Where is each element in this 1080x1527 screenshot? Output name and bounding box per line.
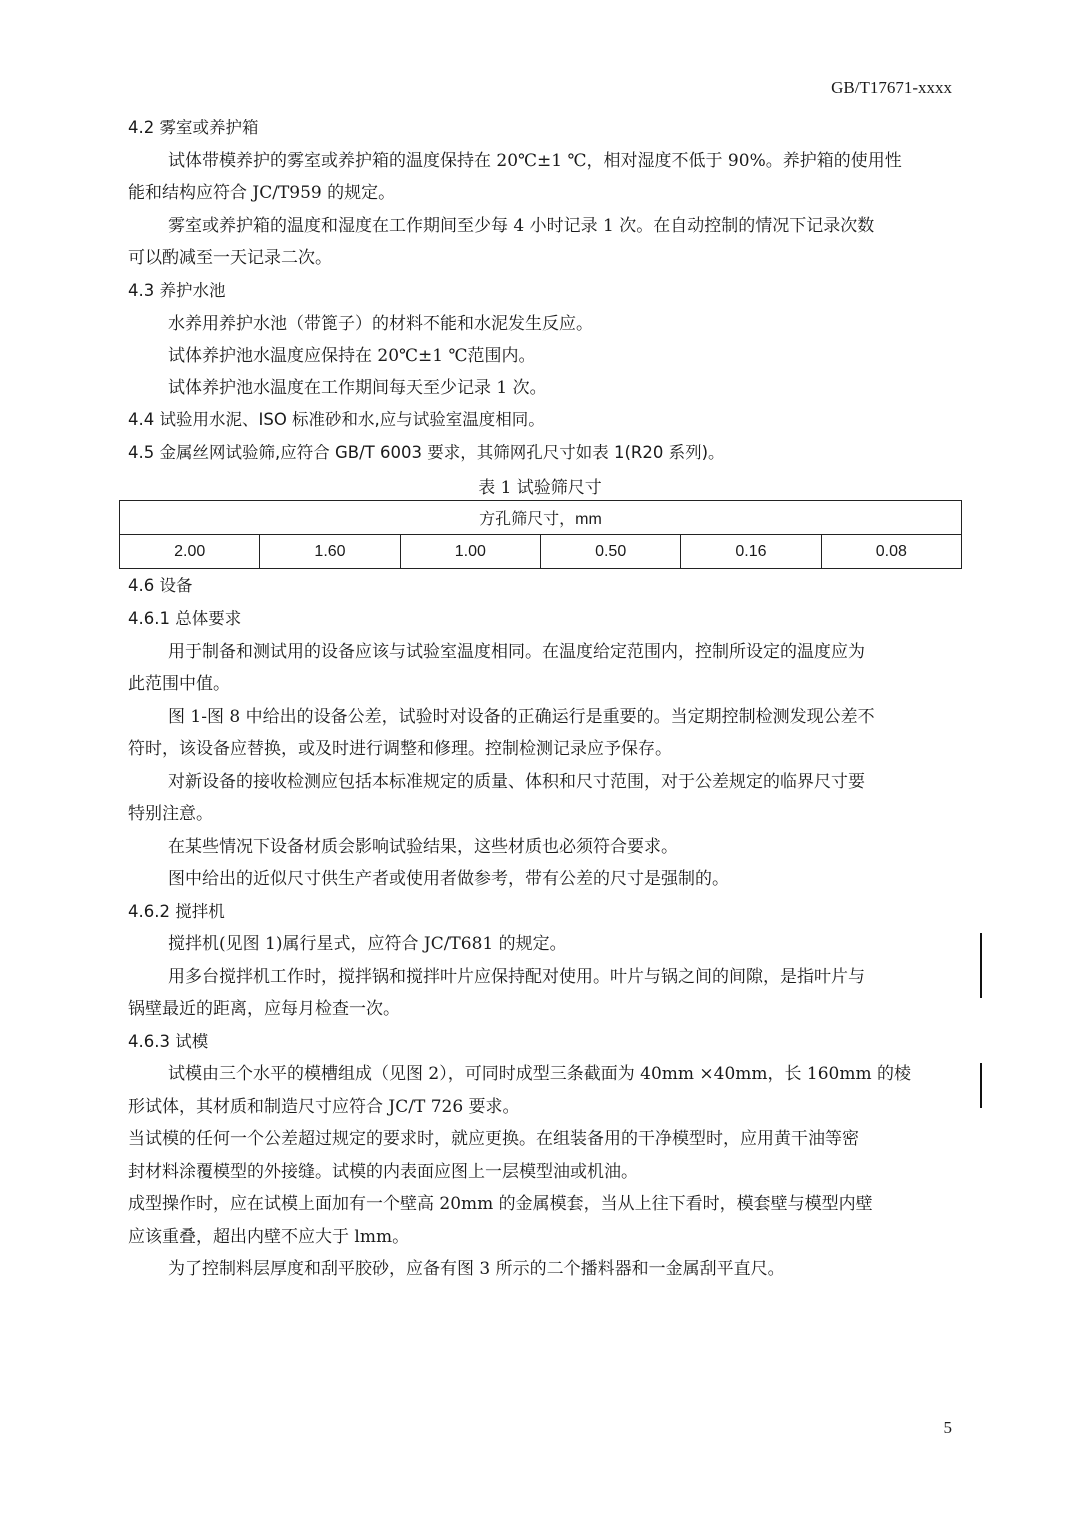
section-4-5-heading: 4.5 金属丝网试验筛,应符合 GB/T 6003 要求，其筛网孔尺寸如表 1(R20 系列)。 xyxy=(128,443,725,462)
revision-mark xyxy=(980,933,982,998)
section-4-6-1-para2-line2: 符时，该设备应替换，或及时进行调整和修理。控制检测记录应予保存。 xyxy=(128,739,672,759)
section-4-6-3-para3-line1: 成型操作时，应在试模上面加有一个壁高 20mm 的金属模套，当从上往下看时，模套壁与模型内壁 xyxy=(128,1194,873,1214)
section-4-2-heading: 4.2 雾室或养护箱 xyxy=(128,118,259,137)
section-4-6-1-para4: 在某些情况下设备材质会影响试验结果，这些材质也必须符合要求。 xyxy=(168,837,678,857)
section-4-6-3-para2-line2: 封材料涂覆模型的外接缝。试模的内表面应图上一层模型油或机油。 xyxy=(128,1162,638,1182)
section-4-3-heading: 4.3 养护水池 xyxy=(128,281,226,300)
section-4-2-para2-line2: 可以酌减至一天记录二次。 xyxy=(128,248,332,268)
section-4-6-3-heading: 4.6.3 试模 xyxy=(128,1032,209,1051)
section-4-6-1-para1-line2: 此范围中值。 xyxy=(128,674,230,694)
section-4-6-1-para1-line1: 用于制备和测试用的设备应该与试验室温度相同。在温度给定范围内，控制所设定的温度应为 xyxy=(168,642,865,662)
section-4-6-2-para1: 搅拌机(见图 1)属行星式，应符合 JC/T681 的规定。 xyxy=(168,934,567,954)
table-cell: 0.08 xyxy=(821,535,961,569)
section-4-2-para1-line2: 能和结构应符合 JC/T959 的规定。 xyxy=(128,183,396,203)
table-header-row xyxy=(120,501,962,535)
section-4-6-1-para3-line1: 对新设备的接收检测应包括本标准规定的质量、体积和尺寸范围，对于公差规定的临界尺寸要 xyxy=(168,772,865,792)
section-4-6-1-para2-line1: 图 1-图 8 中给出的设备公差，试验时对设备的正确运行是重要的。当定期控制检测发现公差不 xyxy=(168,707,875,727)
section-4-6-2-para2-line2: 锅壁最近的距离，应每月检查一次。 xyxy=(128,999,400,1019)
section-4-6-3-para3-line2: 应该重叠，超出内壁不应大于 lmm。 xyxy=(128,1227,410,1247)
section-4-6-2-para2-line1: 用多台搅拌机工作时，搅拌锅和搅拌叶片应保持配对使用。叶片与锅之间的间隙，是指叶片与 xyxy=(168,967,865,987)
table-cell: 1.00 xyxy=(400,535,540,569)
table-cell: 0.50 xyxy=(540,535,680,569)
section-4-6-1-para3-line2: 特别注意。 xyxy=(128,804,213,824)
section-4-6-1-heading: 4.6.1 总体要求 xyxy=(128,609,242,628)
revision-mark xyxy=(980,1063,982,1108)
section-4-6-3-para2-line1: 当试模的任何一个公差超过规定的要求时，就应更换。在组装备用的干净模型时，应用黄干油等密 xyxy=(128,1129,859,1149)
section-4-3-para2: 试体养护池水温度应保持在 20℃±1 ℃范围内。 xyxy=(168,346,536,366)
table-row xyxy=(120,535,962,569)
page-number: 5 xyxy=(943,1418,952,1437)
sieve-size-table xyxy=(119,500,962,569)
section-4-6-3-para1-line1: 试模由三个水平的模槽组成（见图 2），可同时成型三条截面为 40mm ×40mm，长 160mm 的棱 xyxy=(168,1064,912,1084)
table-cell: 2.00 xyxy=(120,535,260,569)
section-4-6-3-para4: 为了控制料层厚度和刮平胶砂，应备有图 3 所示的二个播料器和一金属刮平直尺。 xyxy=(168,1259,785,1279)
document-id: GB/T17671-xxxx xyxy=(831,78,952,97)
section-4-6-2-heading: 4.6.2 搅拌机 xyxy=(128,902,225,921)
table-1-caption: 表 1 试验筛尺寸 xyxy=(478,478,602,498)
section-4-3-para1: 水养用养护水池（带篦子）的材料不能和水泥发生反应。 xyxy=(168,314,593,334)
section-4-6-heading: 4.6 设备 xyxy=(128,576,193,595)
section-4-2-para2-line1: 雾室或养护箱的温度和湿度在工作期间至少每 4 小时记录 1 次。在自动控制的情况下记录次数 xyxy=(168,216,875,236)
section-4-6-3-para1-line2: 形试体，其材质和制造尺寸应符合 JC/T 726 要求。 xyxy=(128,1097,520,1117)
section-4-2-para1-line1: 试体带模养护的雾室或养护箱的温度保持在 20℃±1 ℃，相对湿度不低于 90%。养护箱的使用性 xyxy=(168,151,902,171)
section-4-6-1-para5: 图中给出的近似尺寸供生产者或使用者做参考，带有公差的尺寸是强制的。 xyxy=(168,869,729,889)
table-cell: 1.60 xyxy=(260,535,400,569)
section-4-4-heading: 4.4 试验用水泥、ISO 标准砂和水,应与试验室温度相同。 xyxy=(128,410,545,429)
table-header-cell: 方孔筛尺寸，mm xyxy=(120,501,962,535)
table-cell: 0.16 xyxy=(681,535,821,569)
section-4-3-para3: 试体养护池水温度在工作期间每天至少记录 1 次。 xyxy=(168,378,547,398)
